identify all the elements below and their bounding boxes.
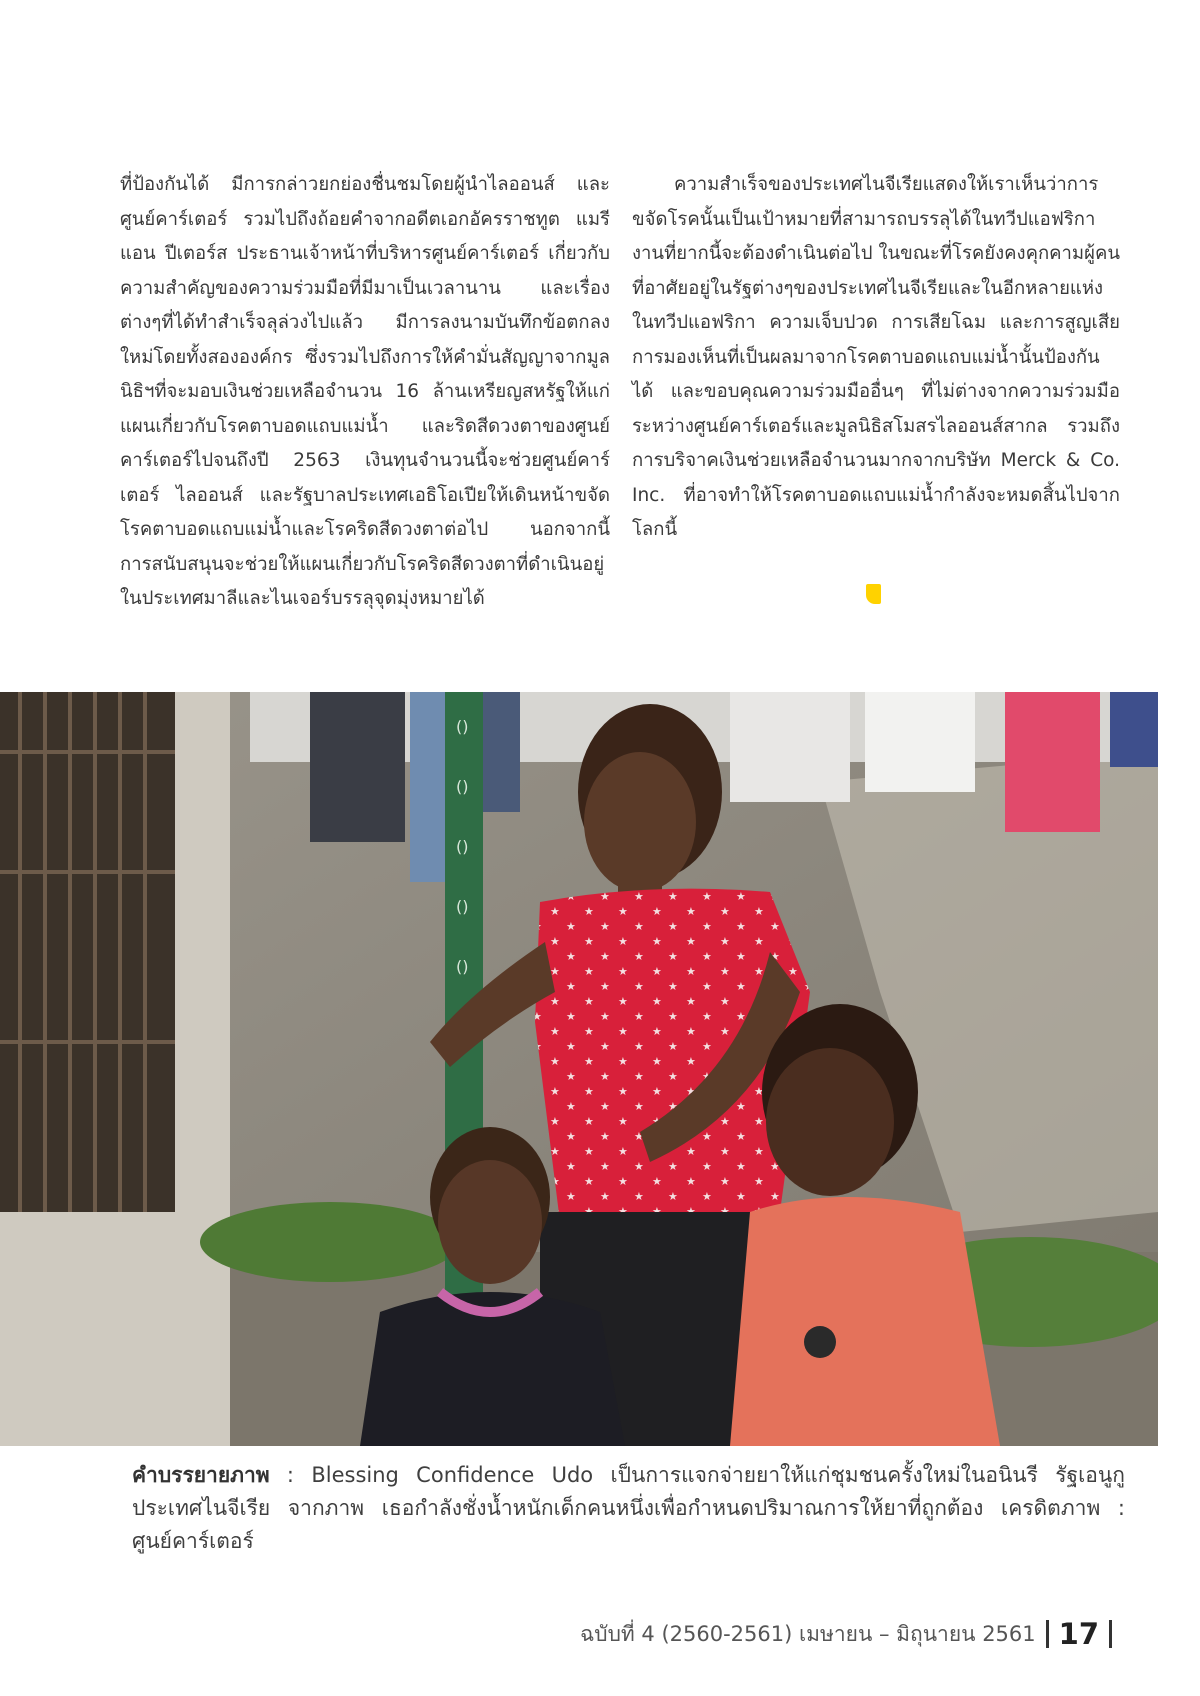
issue-info: ฉบับที่ 4 (2560-2561) เมษายน – มิถุนายน 2561 (579, 1621, 1036, 1646)
article-right-column (632, 168, 1120, 548)
caption-separator: : (269, 1463, 312, 1487)
svg-text:(): () (456, 897, 469, 916)
svg-text:(): () (456, 717, 469, 736)
photo-caption (132, 1459, 1125, 1558)
article-end-mark (866, 584, 881, 604)
article-left-text: ที่ป้องกันได้ มีการกล่าวยกย่องชื่นชมโดยผู้นำไลออนส์ และศูนย์คาร์เตอร์ รวมไปถึงถ้อยคำจากอดีตเอกอัครราชทูต แมรี แอน ปีเตอร์ส ประธานเจ้าหน้าที่บริหารศูนย์คาร์เตอร์ เกี่ยวกับความสำคัญของความร่วมมือที่มีมาเป็นเวลานาน และเรื่องต่างๆที่ได้ทำสำเร็จลุล่วงไปแล้ว มีการลงนามบันทึกข้อตกลงใหม่โดยทั้งสององค์กร ซึ่งรวมไปถึงการให้คำมั่นสัญญาจากมูลนิธิฯที่จะมอบเงินช่วยเหลือจำนวน 16 ล้านเหรียญสหรัฐให้แก่แผนเกี่ยวกับโรคตาบอดแถบแม่น้ำ และริดสีดวงตาของศูนย์คาร์เตอร์ไปจนถึงปี 2563 เงินทุนจำนวนนี้จะช่วยศูนย์คาร์เตอร์ ไลออนส์ และรัฐบาลประเทศเอธิโอเปียให้เดินหน้าขจัดโรคตาบอดแถบแม่น้ำและโรคริดสีดวงตาต่อไป นอกจากนี้ การสนับสนุนจะช่วยให้แผนเกี่ยวกับโรคริดสีดวงตาที่ดำเนินอยู่ในประเทศมาลีและไนเจอร์บรรลุจุดมุ่งหมายได้ (120, 174, 610, 609)
article-right-text: ความสำเร็จของประเทศไนจีเรียแสดงให้เราเห็นว่าการขจัดโรคนั้นเป็นเป้าหมายที่สามารถบรรลุได้ในทวีปแอฟริกา งานที่ยากนี้จะต้องดำเนินต่อไป ในขณะที่โรคยังคงคุกคามผู้คนที่อาศัยอยู่ในรัฐต่างๆของประเทศไนจีเรียและในอีกหลายแห่งในทวีปแอฟริกา ความเจ็บปวด การเสียโฉม และการสูญเสียการมองเห็นที่เป็นผลมาจากโรคตาบอดแถบแม่น้ำนั้นป้องกันได้ และขอบคุณความร่วมมืออื่นๆ ที่ไม่ต่างจากความร่วมมือระหว่างศูนย์คาร์เตอร์และมูลนิธิสโมสรไลออนส์สากล รวมถึงการบริจาคเงินช่วยเหลือจำนวนมากจากบริษัท Merck & Co. Inc. ที่อาจทำให้โรคตาบอดแถบแม่น้ำกำลังจะหมดสิ้นไปจากโลกนี้ (632, 174, 1120, 540)
caption-label: คำบรรยายภาพ (132, 1463, 270, 1487)
footer-divider (1046, 1620, 1049, 1648)
caption-text: Blessing Confidence Udo เป็นการแจกจ่ายยาให้แก่ชุมชนครั้งใหม่ในอนินรี รัฐเอนูกู ประเทศไนจีเรีย จากภาพ เธอกำลังชั่งน้ำหนักเด็กคนหนึ่งเพื่อกำหนดปริมาณการให้ยาที่ถูกต้อง เครดิตภาพ : ศูนย์คาร์เตอร์ (132, 1463, 1125, 1553)
article-left-column (120, 168, 610, 617)
page-footer (580, 1617, 1112, 1651)
svg-text:(): () (456, 837, 469, 856)
photo-illustration (0, 692, 1158, 1446)
footer-divider-end (1109, 1620, 1112, 1648)
article-photo (0, 692, 1158, 1446)
svg-text:(): () (456, 957, 469, 976)
page-number: 17 (1058, 1617, 1099, 1651)
svg-text:(): () (456, 777, 469, 796)
